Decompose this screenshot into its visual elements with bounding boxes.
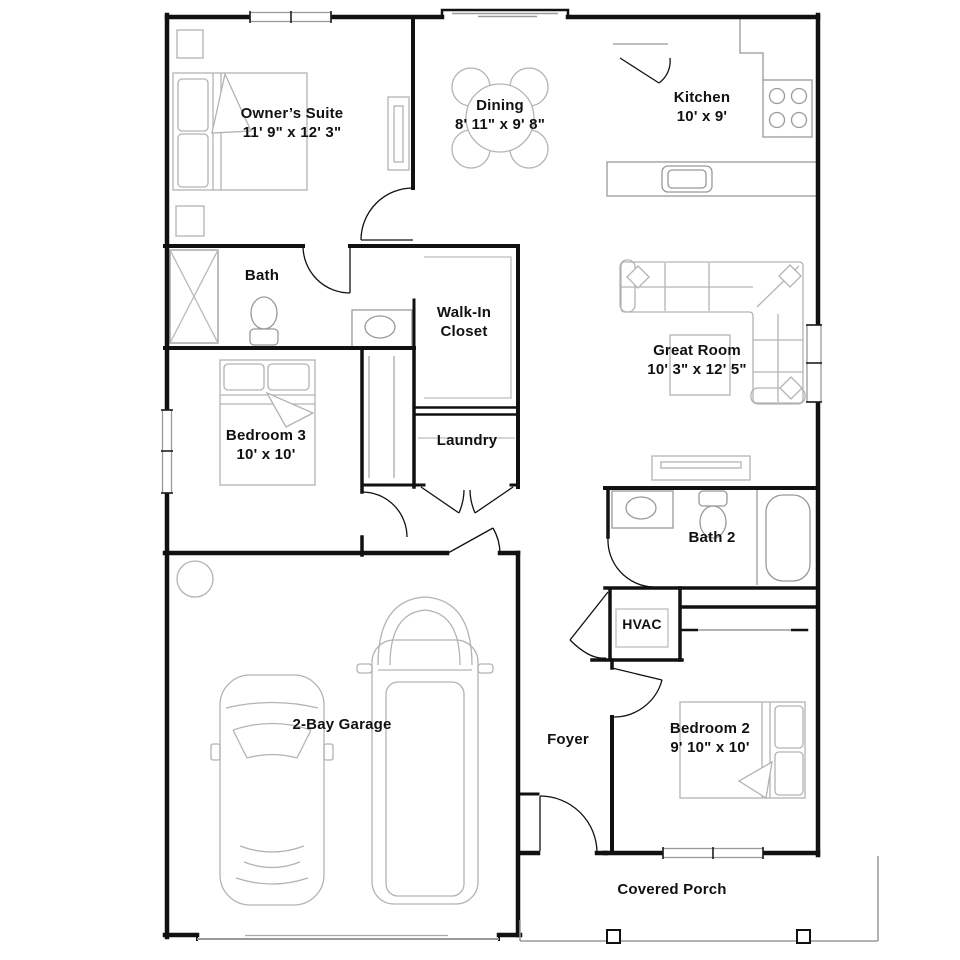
room-label-kitchen — [674, 88, 730, 126]
room-label-owners-suite — [241, 104, 344, 142]
car — [211, 675, 333, 905]
nightstand — [177, 30, 203, 58]
bedroom3-door — [362, 492, 407, 537]
throw-pillow — [779, 265, 801, 287]
room-name: HVAC — [622, 616, 662, 632]
room-label-bedroom3 — [226, 426, 306, 464]
laundry-bifold-doors — [421, 487, 513, 513]
truck — [357, 597, 493, 904]
room-name: Covered Porch — [617, 881, 727, 898]
room-name: Kitchen — [673, 89, 731, 106]
front-door — [540, 796, 597, 852]
toilet-tank — [699, 491, 727, 506]
room-label-foyer — [547, 730, 589, 749]
room-label-walk-in-closet — [418, 303, 510, 341]
truck-bed — [386, 682, 464, 896]
interior-walls — [165, 17, 818, 935]
dining-bay-window — [452, 14, 558, 17]
room-label-garage — [292, 715, 391, 734]
room-dims: 10' x 9' — [676, 108, 728, 125]
dresser-front — [394, 106, 403, 162]
tv-console-top — [661, 462, 741, 468]
bedroom3-bed — [220, 360, 315, 485]
side-mirror — [478, 664, 493, 673]
room-name: 2-Bay Garage — [292, 716, 392, 733]
side-mirror — [211, 744, 220, 760]
room-name: Owner’s Suite — [240, 105, 344, 122]
hvac-door — [570, 592, 608, 658]
room-label-dining — [455, 96, 545, 134]
room-name: Walk-In Closet — [436, 304, 492, 340]
side-mirror — [357, 664, 372, 673]
vanity-sink — [626, 497, 656, 519]
room-name: Foyer — [547, 731, 589, 748]
bedroom3-window — [161, 410, 173, 493]
nightstand — [176, 206, 204, 236]
room-dims: 10' 3" x 12' 5" — [647, 361, 747, 378]
garage-door — [197, 933, 499, 941]
porch-post — [797, 930, 810, 943]
room-label-bedroom2 — [670, 719, 750, 757]
owners-suite-door — [361, 188, 413, 240]
room-dims: 11' 9" x 12' 3" — [242, 124, 342, 141]
bath2-door — [608, 538, 653, 587]
bath-fixtures — [170, 250, 412, 347]
exterior-walls — [165, 15, 818, 937]
great-room-window — [806, 325, 822, 402]
room-label-bath2 — [688, 528, 735, 547]
bedroom2-window — [663, 847, 763, 859]
garage-entry-door — [448, 528, 500, 553]
room-label-hvac — [622, 615, 661, 634]
room-name: Bedroom 3 — [225, 427, 307, 444]
toilet-tank — [250, 329, 278, 345]
room-label-great-room — [647, 341, 746, 379]
room-dims: 10' x 10' — [236, 446, 296, 463]
room-name: Laundry — [436, 432, 498, 449]
bath-door — [303, 246, 350, 293]
throw-pillow — [627, 266, 649, 288]
vanity-sink — [365, 316, 395, 338]
sectional-sofa — [621, 262, 803, 403]
bathtub — [766, 495, 810, 581]
pantry-door — [620, 58, 670, 83]
toilet-icon — [251, 297, 277, 329]
room-name: Bath — [244, 267, 280, 284]
room-label-bath — [245, 266, 279, 285]
room-label-covered-porch — [617, 880, 726, 899]
room-name: Great Room — [653, 342, 741, 359]
covered-porch-outline — [520, 856, 878, 943]
sofa-armrest — [620, 260, 635, 312]
owners-suite-window — [250, 11, 331, 23]
side-mirror — [324, 744, 333, 760]
room-label-laundry — [437, 431, 498, 450]
room-name: Bedroom 2 — [669, 720, 751, 737]
room-dims: 8' 11" x 9' 8" — [454, 116, 546, 133]
room-name: Bath 2 — [688, 529, 736, 546]
water-heater — [177, 561, 213, 597]
throw-pillow — [780, 377, 802, 399]
counter-edge — [740, 19, 763, 80]
bedroom2-door — [612, 668, 662, 717]
room-dims: 9' 10" x 10' — [670, 739, 750, 756]
range-stove — [763, 80, 812, 137]
porch-post — [607, 930, 620, 943]
dresser — [388, 97, 409, 170]
room-name: Dining — [476, 97, 524, 114]
